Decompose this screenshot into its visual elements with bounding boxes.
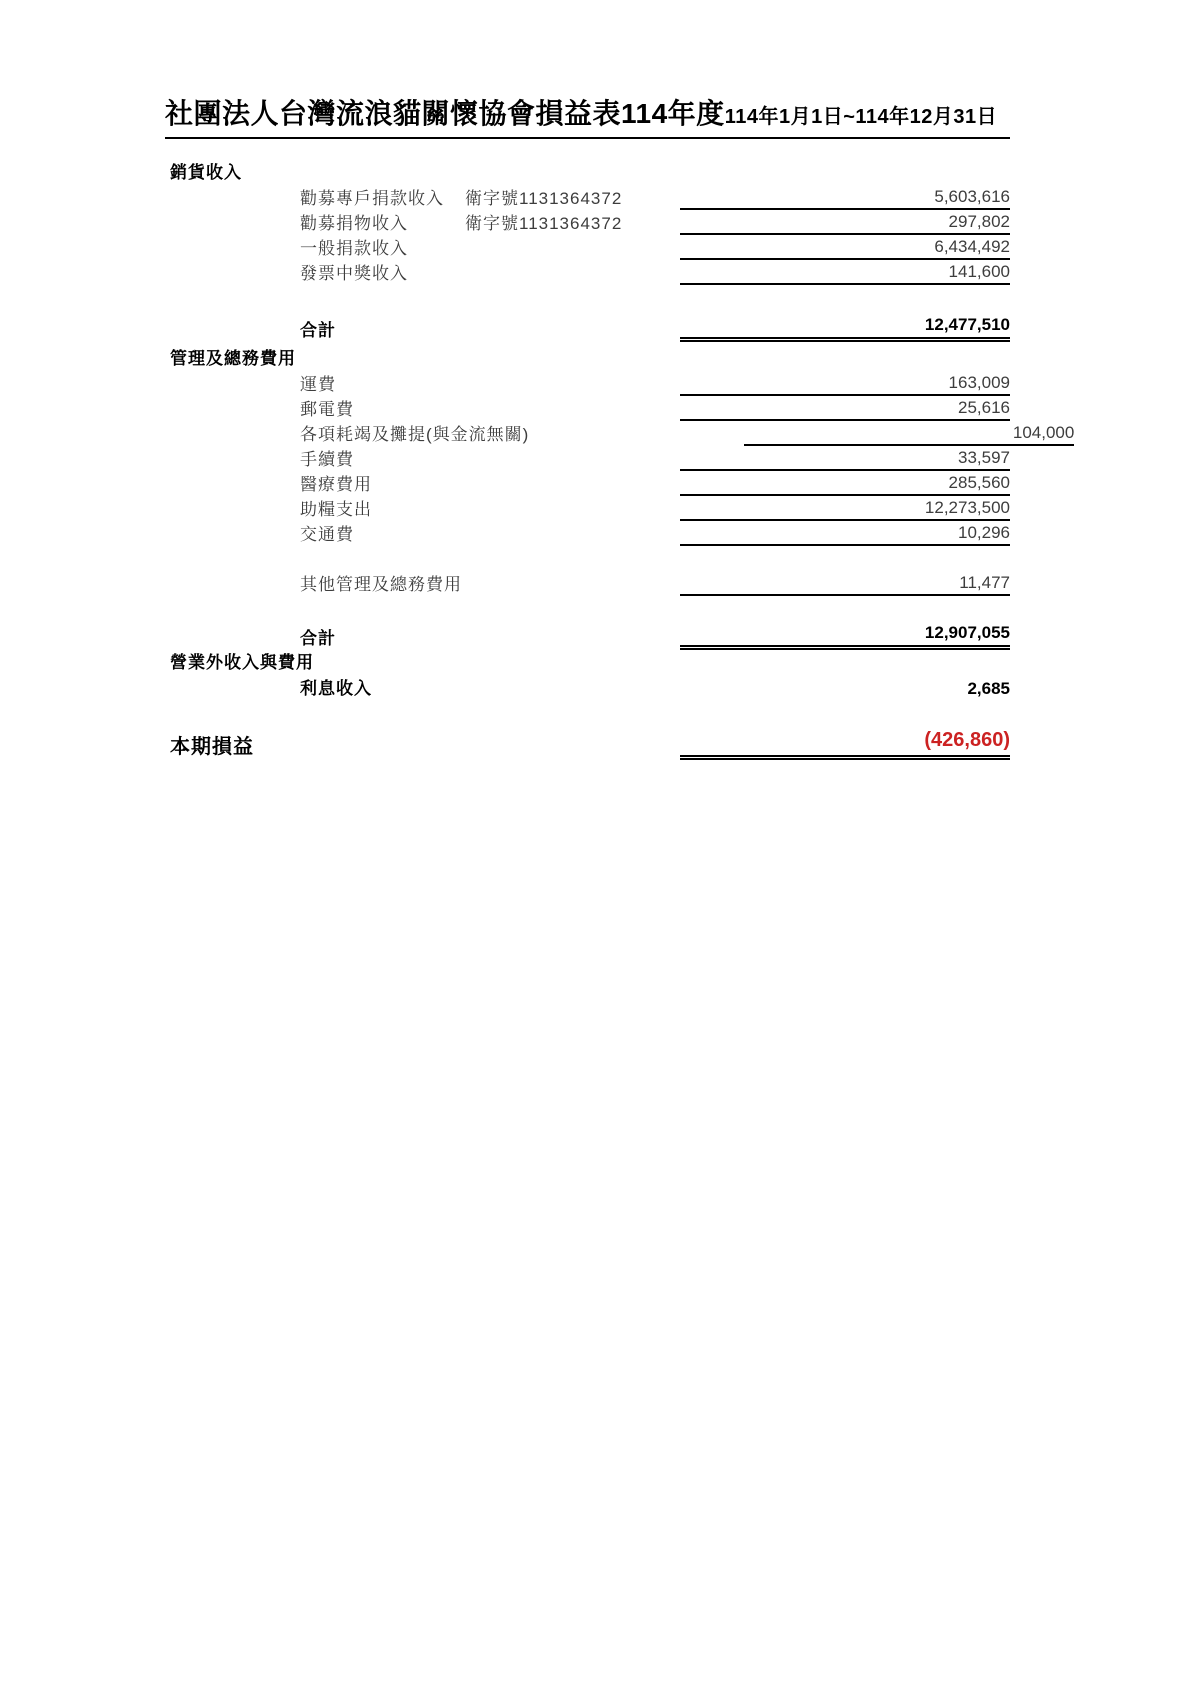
account-label: 交通費	[300, 525, 354, 544]
total-label: 合計	[300, 629, 336, 648]
expense-row	[165, 396, 1010, 421]
account-label: 醫療費用	[300, 475, 372, 494]
total-label: 合計	[300, 321, 336, 340]
section-header-expenses: 管理及總務費用	[170, 349, 296, 368]
expense-row	[165, 421, 1075, 446]
revenue-row	[165, 235, 1010, 260]
account-label: 郵電費	[300, 400, 354, 419]
expense-row	[165, 471, 1010, 496]
revenue-row	[165, 260, 1010, 285]
net-income-label: 本期損益	[170, 736, 254, 758]
amount-value: 11,477	[680, 572, 1010, 596]
section-header-non-operating: 營業外收入與費用	[170, 653, 314, 672]
amount-value: 5,603,616	[680, 186, 1010, 210]
account-label: 各項耗竭及攤提(與金流無關)	[300, 425, 530, 444]
expense-row	[165, 446, 1010, 471]
amount-value: 104,000	[744, 422, 1074, 446]
permit-number: 衛字號1131364372	[465, 189, 623, 208]
permit-number: 衛字號1131364372	[465, 214, 623, 233]
spacer-row	[165, 546, 1010, 571]
account-label: 助糧支出	[300, 500, 372, 519]
amount-value: 12,273,500	[680, 497, 1010, 521]
amount-value: 6,434,492	[680, 236, 1010, 260]
report-period: 114年1月1日~114年12月31日	[724, 106, 998, 128]
account-label: 勸募捐物收入	[300, 214, 408, 233]
net-income-amount: (426,860)	[680, 728, 1010, 760]
report-title-row	[165, 92, 1010, 139]
revenue-row	[165, 210, 1010, 235]
expense-row	[165, 371, 1010, 396]
statement-sheet	[165, 92, 1075, 760]
amount-value: 25,616	[680, 397, 1010, 421]
expense-row	[165, 521, 1010, 546]
section-header-revenue: 銷貨收入	[170, 163, 242, 182]
amount-value: 10,296	[680, 522, 1010, 546]
revenue-row	[165, 185, 1010, 210]
expense-row	[165, 571, 1010, 596]
amount-value: 163,009	[680, 372, 1010, 396]
amount-value: 33,597	[680, 447, 1010, 471]
account-label: 一般捐款收入	[300, 239, 408, 258]
expense-total-row	[165, 622, 1010, 650]
amount-value: 297,802	[680, 211, 1010, 235]
expense-row	[165, 496, 1010, 521]
expense-total-amount: 12,907,055	[680, 622, 1010, 650]
account-label: 其他管理及總務費用	[300, 575, 462, 594]
revenue-total-amount: 12,477,510	[680, 314, 1010, 342]
interest-income-row	[165, 675, 1010, 700]
account-label: 勸募專戶捐款收入	[300, 189, 444, 208]
net-income-row	[165, 728, 1010, 760]
account-label: 利息收入	[300, 679, 372, 698]
account-label: 手續費	[300, 450, 354, 469]
report-title: 社團法人台灣流浪貓關懷協會損益表114年度	[165, 98, 725, 129]
interest-amount: 2,685	[967, 679, 1010, 698]
account-label: 運費	[300, 375, 336, 394]
account-label: 發票中獎收入	[300, 264, 408, 283]
revenue-total-row	[165, 314, 1010, 342]
amount-value: 141,600	[680, 261, 1010, 285]
amount-value: 285,560	[680, 472, 1010, 496]
